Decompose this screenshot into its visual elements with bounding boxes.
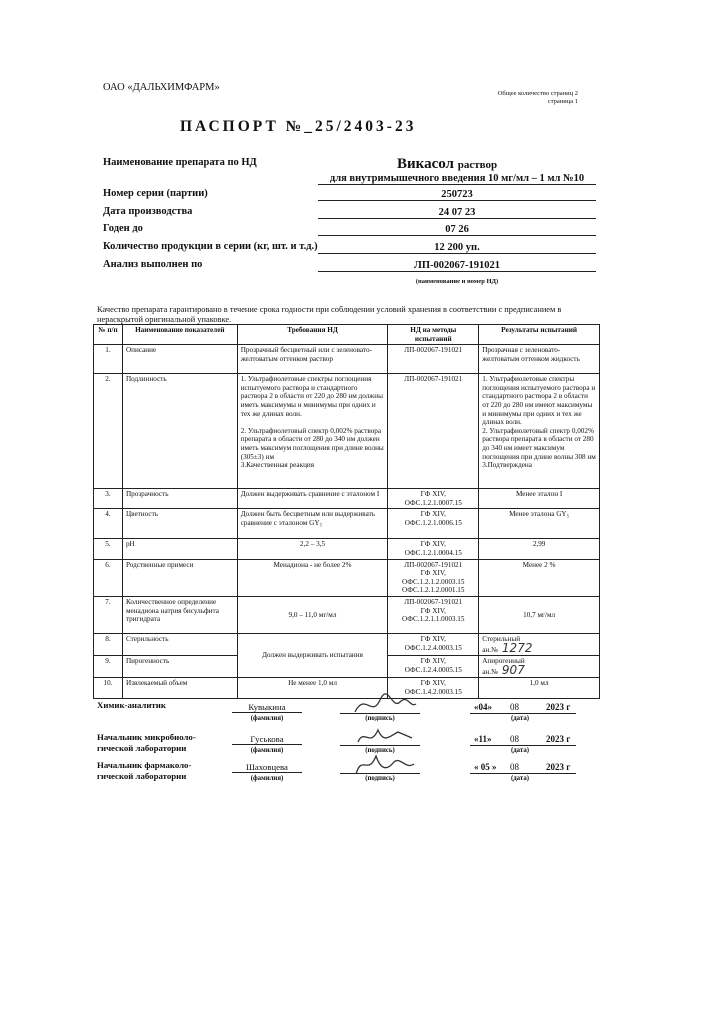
indicator-name	[122, 596, 237, 633]
indicator-name-text: Пирогенность	[125, 657, 170, 666]
page-current: страница 1	[547, 98, 578, 105]
date-day: «04»	[474, 702, 492, 712]
table-row	[94, 539, 600, 559]
table-header-row	[94, 325, 600, 345]
requirement	[237, 509, 388, 539]
row-number	[94, 374, 123, 489]
row-number-text: 4.	[105, 510, 111, 519]
row-number-text: 9.	[105, 657, 111, 666]
drug-form: раствор	[457, 159, 498, 171]
row-number-text: 10.	[103, 679, 113, 688]
indicator-name	[122, 559, 237, 596]
date-caption: (дата)	[510, 715, 529, 722]
row-number-text: 2.	[105, 375, 111, 384]
col-method-header: НД на методы испытаний	[388, 325, 479, 345]
analysis-note: (наименование и номер НД)	[415, 278, 499, 285]
result-text: 10,7 мг/мл	[523, 610, 556, 619]
indicator-name-text: pH	[125, 540, 135, 549]
table-row	[94, 345, 600, 374]
result-text: Апирогенный ан.№	[482, 657, 525, 676]
result	[479, 509, 600, 539]
date-day: « 05 »	[474, 762, 497, 772]
indicator-name-text: Прозрачность	[125, 490, 169, 499]
indicator-name	[122, 509, 237, 539]
signer-name: Гуськова	[232, 734, 302, 745]
quality-statement: Качество препарата гарантировано в течение срока годности при соблюдении условий хранения в соответствии с предписанием в нераскрытой оригинальной упаковке.	[97, 305, 562, 324]
requirement	[237, 559, 388, 596]
col-requirements-header: Требования НД	[237, 325, 388, 345]
handwritten-analysis-number: 1272	[501, 640, 533, 655]
drug-label: Наименование препарата по НД	[103, 157, 257, 168]
date-year: 2023 г	[546, 734, 571, 744]
result	[479, 656, 600, 678]
quantity-label: Количество продукции в серии (кг, шт. и т.д.)	[103, 241, 318, 252]
name-caption: (фамилия)	[250, 775, 284, 782]
row-number	[94, 509, 123, 539]
indicator-name-text: Стерильность	[125, 634, 169, 643]
handwritten-analysis-number: 907	[501, 662, 525, 677]
requirement	[237, 633, 388, 677]
result-text: Стерильный ан.№	[482, 634, 521, 654]
requirement	[237, 374, 388, 489]
company-name: ОАО «ДАЛЬХИМФАРМ»	[103, 82, 220, 93]
result	[479, 596, 600, 633]
method-text: ГФ XIV, ОФС.1.2.1.0007.15	[404, 490, 462, 507]
passport-title: ПАСПОРТ №_25/2403-23	[180, 118, 417, 135]
row-number-text: 6.	[105, 560, 111, 569]
quantity-value: 12 200 уп.	[318, 242, 596, 254]
result-text: 1. Ультрафиолетовые спектры поглощения испытуемого раствора и стандартного раствора 2 в области от 220 до 280 нм имеют максимумы и минимумы при одних и тех же длинах волн. 2. Ультрафиолетовый спектр 0,002% раствора препарата в области от 280 до 340 нм имеет максимум поглощения при длине волны 308 нм 3.Подтверждена	[482, 375, 596, 470]
method	[388, 489, 479, 509]
result-text: Менее эталон I	[515, 490, 563, 499]
date-caption: (дата)	[510, 775, 529, 782]
indicator-name-text: Родственные примеси	[125, 560, 194, 569]
date-line	[470, 773, 576, 774]
requirement	[237, 596, 388, 633]
requirement	[237, 345, 388, 374]
col-indicator-header: Наименование показателей	[122, 325, 237, 345]
method-text: ГФ XIV, ОФС.1.4.2.0003.15	[404, 679, 462, 696]
expiry-label: Годен до	[103, 223, 143, 234]
analysis-value: ЛП-002067-191021	[318, 260, 596, 272]
name-caption: (фамилия)	[250, 715, 284, 722]
result	[479, 559, 600, 596]
method-text: ГФ XIV, ОФС.1.2.4.0003.15	[404, 634, 462, 652]
result	[479, 633, 600, 655]
result-text: Прозрачная с зеленовато-желтоватым оттенком жидкость	[482, 346, 580, 363]
col-results-header: Результаты испытаний	[479, 325, 600, 345]
row-number-text: 1.	[105, 346, 111, 355]
signer-role: Начальник микробиоло- гической лаборатории	[97, 732, 196, 753]
indicator-name-text: Подлинность	[125, 375, 167, 384]
date-caption: (дата)	[510, 747, 529, 754]
table-row	[94, 489, 600, 509]
signer-name: Шаховцева	[232, 762, 302, 773]
result-text: 2,99	[532, 540, 546, 549]
date-day: «11»	[474, 734, 492, 744]
result	[479, 374, 600, 489]
indicator-name	[122, 489, 237, 509]
series-label: Номер серии (партии)	[103, 188, 208, 199]
result-text: Менее 2 %	[522, 560, 556, 569]
method	[388, 345, 479, 374]
results-table	[93, 324, 600, 699]
table-row	[94, 509, 600, 539]
signature-caption: (подпись)	[365, 775, 395, 782]
table-row	[94, 678, 600, 698]
row-number	[94, 559, 123, 596]
row-number	[94, 633, 123, 655]
prod-date-value: 24 07 23	[318, 207, 596, 219]
indicator-name	[122, 656, 237, 678]
row-number	[94, 596, 123, 633]
date-line	[470, 713, 576, 714]
date-line	[470, 745, 576, 746]
method	[388, 539, 479, 559]
signer-name: Кувыкина	[232, 702, 302, 713]
method-text: ЛП-002067-191021 ГФ XIV, ОФС.1.2.1.1.0003.15	[402, 597, 465, 624]
row-number	[94, 489, 123, 509]
method	[388, 559, 479, 596]
requirement-text: Прозрачный бесцветный или с зеленовато-желтоватым оттенком раствор	[240, 346, 372, 363]
method-text: ГФ XIV, ОФС.1.2.1.0006.15	[404, 510, 462, 527]
requirement-text: 2,2 – 3,5	[299, 540, 326, 549]
row-number-text: 5.	[105, 540, 111, 549]
method	[388, 633, 479, 655]
result	[479, 539, 600, 559]
indicator-name-text: Описание	[125, 346, 157, 355]
row-number-text: 7.	[105, 597, 111, 606]
method-text: ЛП-002067-191021	[404, 375, 463, 384]
expiry-value: 07 26	[318, 224, 596, 236]
method-text: ЛП-002067-191021 ГФ XIV, ОФС.1.2.1.2.0003.15 ОФС.1.2.1.2.0001.15	[402, 560, 465, 595]
date-month: 08	[510, 762, 519, 772]
requirement-text: Не менее 1,0 мл	[288, 679, 337, 688]
requirement	[237, 489, 388, 509]
indicator-name	[122, 539, 237, 559]
result	[479, 345, 600, 374]
date-year: 2023 г	[546, 762, 571, 772]
drug-name-line	[397, 156, 497, 173]
date-month: 08	[510, 734, 519, 744]
result	[479, 678, 600, 698]
page-counter	[494, 90, 578, 106]
indicator-name-text: Извлекаемый объем	[125, 679, 188, 688]
method	[388, 509, 479, 539]
signature-caption: (подпись)	[365, 747, 395, 754]
method	[388, 374, 479, 489]
name-caption: (фамилия)	[250, 747, 284, 754]
method-text: ГФ XIV, ОФС.1.2.1.0004.15	[404, 540, 462, 557]
result-text: 1,0 мл	[529, 679, 549, 688]
indicator-name-text: Количественное определение менадиона натрия бисульфита тригидрата	[125, 597, 219, 624]
requirement-text: Должен выдерживать сравнение с эталоном I	[240, 490, 380, 499]
row-number-text: 3.	[105, 490, 111, 499]
method	[388, 656, 479, 678]
prod-date-label: Дата производства	[103, 206, 193, 217]
drug-name: Викасол	[397, 156, 454, 172]
indicator-name	[122, 374, 237, 489]
method	[388, 596, 479, 633]
date-month: 08	[510, 702, 519, 712]
pages-total: Общее количество страниц 2	[497, 90, 578, 97]
method-text: ЛП-002067-191021	[404, 346, 463, 355]
indicator-name	[122, 678, 237, 698]
signer-role: Химик-аналитик	[97, 700, 166, 710]
result	[479, 489, 600, 509]
row-number-text: 8.	[105, 634, 111, 643]
analysis-label: Анализ выполнен по	[103, 259, 203, 270]
indicator-name	[122, 633, 237, 655]
table-row	[94, 559, 600, 596]
requirement-text: Должен выдерживать испытания	[262, 651, 363, 660]
requirement-text: Менадиона - не более 2%	[273, 560, 352, 569]
requirement	[237, 539, 388, 559]
row-number	[94, 656, 123, 678]
method-text: ГФ XIV, ОФС.1.2.4.0005.15	[404, 657, 462, 674]
row-number	[94, 345, 123, 374]
date-year: 2023 г	[546, 702, 571, 712]
row-number	[94, 678, 123, 698]
signature-caption: (подпись)	[365, 715, 395, 722]
requirement-text: 1. Ультрафиолетовые спектры поглощения испытуемого раствора и стандартного раствора 2 в области от 220 до 280 нм должны иметь максимумы и минимумы при одних и тех же длинах волн. 2. Ультрафиолетовый спектр 0,002% раствора препарата в области от 280 до 340 нм должен иметь максимум поглощения при длине волны (305±3) нм 3.Качественная реакция	[240, 375, 384, 470]
indicator-name	[122, 345, 237, 374]
indicator-name-text: Цветность	[125, 510, 159, 519]
requirement-text: 9,0 – 11,0 мг/мл	[288, 610, 337, 619]
col-number-header: № п/п	[94, 325, 123, 345]
table-row	[94, 596, 600, 633]
table-row	[94, 633, 600, 655]
drug-details: для внутримышечного введения 10 мг/мл – 1 мл №10	[318, 173, 596, 185]
table-row	[94, 374, 600, 489]
requirement-text: Должен быть бесцветным или выдерживать сравнение с эталоном GY₅	[240, 510, 376, 527]
row-number	[94, 539, 123, 559]
result-text: Менее эталона GY₅	[509, 510, 570, 519]
series-value: 250723	[318, 189, 596, 201]
signer-role: Начальник фармаколо- гической лаборатории	[97, 760, 192, 781]
